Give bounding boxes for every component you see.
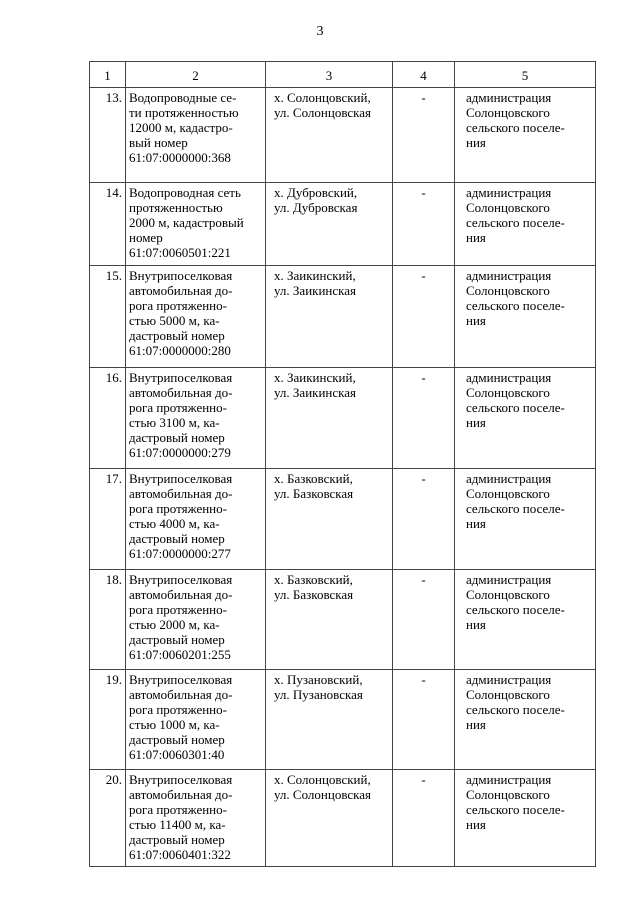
row-number: 15.	[90, 266, 126, 368]
owner-organization: администрация Солонцовского сельского поселе- ния	[455, 670, 596, 770]
owner-organization: администрация Солонцовского сельского поселе- ния	[455, 770, 596, 867]
table-row	[90, 368, 596, 469]
object-description: Внутрипоселковая автомобильная до- рога протяженно- стью 3100 м, ка- дастровый номер 61:07:0000000:279	[126, 368, 266, 469]
table-row	[90, 770, 596, 867]
object-address: х. Солонцовский, ул. Солонцовская	[266, 88, 393, 183]
header-row	[90, 62, 596, 88]
column-4-value: -	[393, 88, 455, 183]
column-4-value: -	[393, 570, 455, 670]
owner-organization: администрация Солонцовского сельского поселе- ния	[455, 368, 596, 469]
table-row	[90, 469, 596, 570]
page-number: 3	[316, 24, 324, 39]
row-number: 14.	[90, 183, 126, 266]
column-4-value: -	[393, 368, 455, 469]
row-number: 18.	[90, 570, 126, 670]
owner-organization: администрация Солонцовского сельского поселе- ния	[455, 183, 596, 266]
column-header-4: 4	[393, 62, 455, 88]
object-description: Внутрипоселковая автомобильная до- рога протяженно- стью 4000 м, ка- дастровый номер 61:07:0000000:277	[126, 469, 266, 570]
column-header-2: 2	[126, 62, 266, 88]
column-header-1: 1	[90, 62, 126, 88]
object-address: х. Заикинский, ул. Заикинская	[266, 266, 393, 368]
column-4-value: -	[393, 266, 455, 368]
object-description: Водопроводные се- ти протяженностью 12000 м, кадастро- вый номер 61:07:0000000:368	[126, 88, 266, 183]
object-description: Внутрипоселковая автомобильная до- рога протяженно- стью 1000 м, ка- дастровый номер 61:07:0060301:40	[126, 670, 266, 770]
column-4-value: -	[393, 670, 455, 770]
table-row	[90, 266, 596, 368]
row-number: 17.	[90, 469, 126, 570]
owner-organization: администрация Солонцовского сельского поселе- ния	[455, 469, 596, 570]
table-row	[90, 670, 596, 770]
object-address: х. Пузановский, ул. Пузановская	[266, 670, 393, 770]
owner-organization: администрация Солонцовского сельского поселе- ния	[455, 266, 596, 368]
object-description: Внутрипоселковая автомобильная до- рога протяженно- стью 2000 м, ка- дастровый номер 61:07:0060201:255	[126, 570, 266, 670]
object-address: х. Базковский, ул. Базковская	[266, 570, 393, 670]
row-number: 16.	[90, 368, 126, 469]
column-4-value: -	[393, 770, 455, 867]
owner-organization: администрация Солонцовского сельского поселе- ния	[455, 570, 596, 670]
object-address: х. Дубровский, ул. Дубровская	[266, 183, 393, 266]
table-row	[90, 570, 596, 670]
table-header	[90, 62, 596, 88]
object-address: х. Заикинский, ул. Заикинская	[266, 368, 393, 469]
owner-organization: администрация Солонцовского сельского поселе- ния	[455, 88, 596, 183]
object-address: х. Базковский, ул. Базковская	[266, 469, 393, 570]
column-header-3: 3	[266, 62, 393, 88]
row-number: 19.	[90, 670, 126, 770]
row-number: 13.	[90, 88, 126, 183]
column-header-5: 5	[455, 62, 596, 88]
column-4-value: -	[393, 183, 455, 266]
object-address: х. Солонцовский, ул. Солонцовская	[266, 770, 393, 867]
object-description: Внутрипоселковая автомобильная до- рога протяженно- стью 5000 м, ка- дастровый номер 61:07:0000000:280	[126, 266, 266, 368]
table-row	[90, 88, 596, 183]
column-4-value: -	[393, 469, 455, 570]
table-body	[90, 88, 596, 867]
object-description: Водопроводная сеть протяженностью 2000 м, кадастровый номер 61:07:0060501:221	[126, 183, 266, 266]
property-registry-table	[89, 61, 596, 867]
table-row	[90, 183, 596, 266]
object-description: Внутрипоселковая автомобильная до- рога протяженно- стью 11400 м, ка- дастровый номер 61:07:0060401:322	[126, 770, 266, 867]
row-number: 20.	[90, 770, 126, 867]
